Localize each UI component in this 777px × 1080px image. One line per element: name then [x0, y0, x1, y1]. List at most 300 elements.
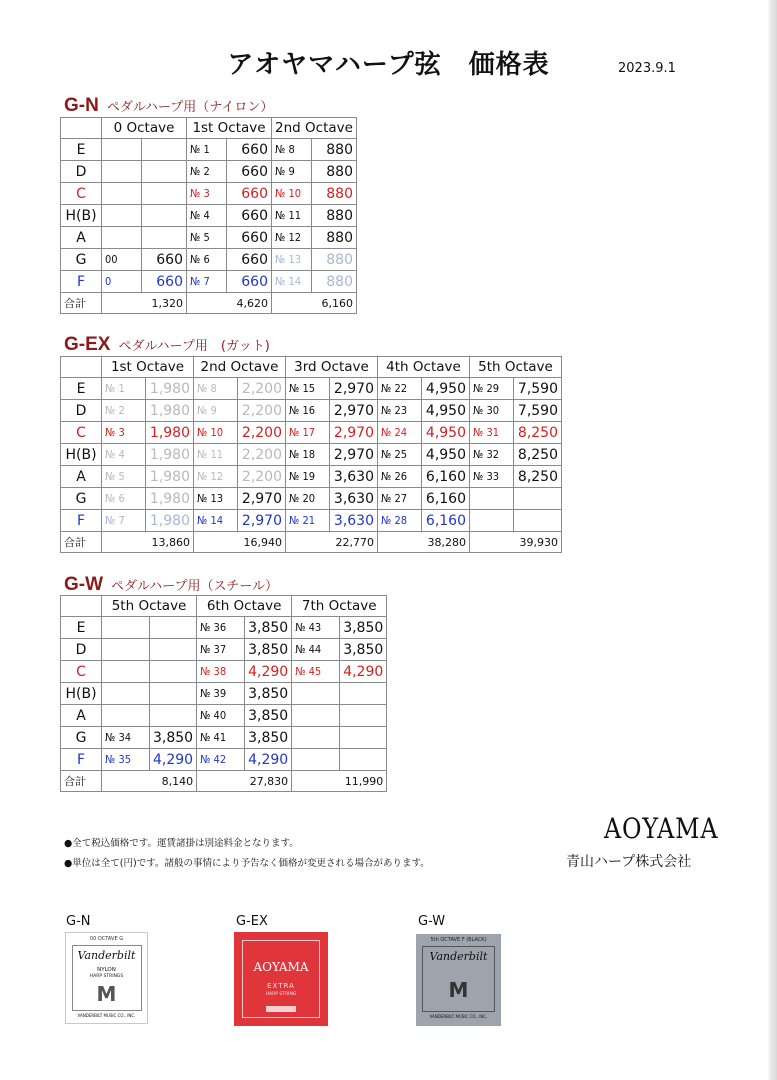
- table-row: [61, 249, 357, 271]
- gex-price-cell: 1,980: [146, 378, 194, 400]
- number-value: 8: [210, 382, 217, 395]
- gw-string-number: [102, 617, 150, 639]
- gex-price-cell: 7,590: [514, 378, 562, 400]
- number-value: 32: [486, 448, 500, 461]
- gw-total-value: 27,830: [197, 771, 292, 792]
- number-prefix: №: [200, 665, 211, 678]
- gn-string-number: [187, 271, 227, 293]
- number-prefix: №: [289, 470, 300, 483]
- table-row: [61, 139, 357, 161]
- gw-string-number: [197, 683, 245, 705]
- number-value: 10: [288, 187, 302, 200]
- gn-string-number: [272, 183, 312, 205]
- number-value: 2: [118, 404, 125, 417]
- table-row: [61, 422, 562, 444]
- gex-section-title: [64, 334, 270, 356]
- gex-string-number: [286, 400, 330, 422]
- number-value: 5: [203, 231, 210, 244]
- gw-product-label: G-W: [418, 914, 446, 929]
- table-row: [61, 205, 357, 227]
- gw-package-maker: VANDERBILT MUSIC CO., INC.: [429, 1014, 488, 1019]
- gw-price-cell: 3,850: [245, 727, 292, 749]
- table-row: [61, 378, 562, 400]
- gn-note-cell: G: [61, 249, 102, 271]
- gw-package-brand: Vanderbilt: [429, 950, 488, 963]
- gn-string-number: [102, 139, 142, 161]
- number-value: 45: [308, 665, 322, 678]
- number-value: 36: [213, 621, 227, 634]
- table-row: [61, 227, 357, 249]
- gex-note-cell: C: [61, 422, 102, 444]
- gw-string-number: [197, 639, 245, 661]
- number-value: 10: [210, 426, 224, 439]
- number-prefix: №: [200, 753, 211, 766]
- gw-subtitle: ペダルハープ用（スチール）: [111, 579, 278, 594]
- gex-string-number: [378, 378, 422, 400]
- gn-code: G-N: [64, 95, 99, 116]
- gex-string-number: [470, 400, 514, 422]
- gn-price-cell: 660: [227, 249, 272, 271]
- table-row: [61, 617, 387, 639]
- number-prefix: №: [381, 426, 392, 439]
- gw-price-cell: 3,850: [150, 727, 197, 749]
- table-row: [61, 161, 357, 183]
- gex-price-cell: 8,250: [514, 466, 562, 488]
- gex-string-number: [102, 400, 146, 422]
- gn-price-cell: 660: [142, 271, 187, 293]
- gex-price-table: [60, 356, 562, 553]
- gex-price-cell: 1,980: [146, 444, 194, 466]
- number-prefix: №: [200, 731, 211, 744]
- number-prefix: №: [190, 143, 201, 156]
- gn-price-cell: 660: [227, 139, 272, 161]
- gex-price-cell: 4,950: [422, 378, 470, 400]
- number-value: 4: [203, 209, 210, 222]
- gw-note-cell: C: [61, 661, 102, 683]
- price-change-note: ●単位は全て(円)です。諸般の事情により予告なく価格が変更される場合があります。: [64, 858, 430, 869]
- gw-price-cell: 3,850: [340, 639, 387, 661]
- gex-total-row: [61, 532, 562, 553]
- gex-header-corner: [61, 357, 102, 378]
- number-prefix: №: [289, 492, 300, 505]
- gex-price-cell: 3,630: [330, 510, 378, 532]
- table-row: [61, 466, 562, 488]
- gw-note-cell: F: [61, 749, 102, 771]
- gw-price-cell: [150, 639, 197, 661]
- gex-string-number: [378, 422, 422, 444]
- gn-price-cell: 660: [227, 227, 272, 249]
- gn-string-number: [187, 183, 227, 205]
- gw-string-number: [102, 639, 150, 661]
- gw-string-number: [197, 727, 245, 749]
- gw-string-number: [292, 683, 340, 705]
- gn-price-cell: 880: [312, 183, 357, 205]
- gw-string-number: [292, 749, 340, 771]
- gex-string-number: [102, 378, 146, 400]
- gw-string-number: [102, 727, 150, 749]
- gex-price-cell: 7,590: [514, 400, 562, 422]
- gn-string-number: [272, 139, 312, 161]
- number-value: 14: [288, 275, 302, 288]
- number-prefix: №: [105, 448, 116, 461]
- number-value: 34: [118, 731, 132, 744]
- gn-price-table: [60, 117, 357, 314]
- number-value: 1: [118, 382, 125, 395]
- gw-section-title: [64, 574, 278, 596]
- gex-product-label: G-EX: [236, 914, 268, 929]
- gw-string-number: [292, 639, 340, 661]
- number-prefix: №: [381, 404, 392, 417]
- gw-price-table: [60, 595, 387, 792]
- gw-note-cell: A: [61, 705, 102, 727]
- gw-string-number: [292, 617, 340, 639]
- number-prefix: №: [105, 514, 116, 527]
- gw-price-cell: 3,850: [245, 683, 292, 705]
- gw-price-cell: [150, 661, 197, 683]
- gex-price-cell: 6,160: [422, 510, 470, 532]
- number-prefix: №: [197, 492, 208, 505]
- table-row: [61, 705, 387, 727]
- gw-price-cell: [340, 683, 387, 705]
- gn-note-cell: E: [61, 139, 102, 161]
- gn-product-label: G-N: [66, 914, 91, 929]
- number-prefix: №: [289, 382, 300, 395]
- gw-header-corner: [61, 596, 102, 617]
- number-value: 16: [302, 404, 316, 417]
- gex-total-value: 22,770: [286, 532, 378, 553]
- gw-price-cell: [150, 683, 197, 705]
- gw-note-cell: G: [61, 727, 102, 749]
- gw-string-number: [197, 749, 245, 771]
- gn-price-cell: 660: [227, 161, 272, 183]
- gw-string-number: [197, 617, 245, 639]
- number-prefix: №: [105, 731, 116, 744]
- gn-string-number: [187, 205, 227, 227]
- number-prefix: №: [105, 404, 116, 417]
- gw-package-image: [416, 934, 501, 1026]
- gw-price-cell: 4,290: [340, 661, 387, 683]
- number-prefix: №: [275, 143, 286, 156]
- number-value: 12: [210, 470, 224, 483]
- page-edge-shadow: [767, 0, 777, 1080]
- number-value: 6: [118, 492, 125, 505]
- gex-string-number: [470, 488, 514, 510]
- gn-octave-header: 0 Octave: [102, 118, 187, 139]
- gex-package-line2: HARP STRING: [265, 992, 297, 997]
- number-value: 7: [203, 275, 210, 288]
- number-prefix: №: [275, 165, 286, 178]
- gn-octave-header: 2nd Octave: [272, 118, 357, 139]
- gn-string-number: [272, 249, 312, 271]
- gex-price-cell: 2,970: [330, 378, 378, 400]
- gex-string-number: [378, 444, 422, 466]
- gex-price-cell: 4,950: [422, 422, 470, 444]
- table-row: [61, 661, 387, 683]
- gex-price-cell: 1,980: [146, 400, 194, 422]
- gn-header-corner: [61, 118, 102, 139]
- gn-string-number: [102, 183, 142, 205]
- gex-string-number: [194, 510, 238, 532]
- number-prefix: №: [190, 253, 201, 266]
- gw-note-cell: H(B): [61, 683, 102, 705]
- gn-note-cell: F: [61, 271, 102, 293]
- table-row: [61, 444, 562, 466]
- gw-string-number: [197, 705, 245, 727]
- gn-total-value: 6,160: [272, 293, 357, 314]
- number-value: 29: [486, 382, 500, 395]
- gw-price-cell: 3,850: [245, 705, 292, 727]
- number-prefix: №: [275, 187, 286, 200]
- gn-string-number: [187, 139, 227, 161]
- gn-string-number: [272, 227, 312, 249]
- gn-price-cell: 880: [312, 227, 357, 249]
- number-value: 17: [302, 426, 316, 439]
- gex-note-cell: D: [61, 400, 102, 422]
- gw-total-label: 合計: [61, 771, 102, 792]
- gn-string-number: [102, 249, 142, 271]
- number-value: 13: [210, 492, 224, 505]
- table-row: [61, 727, 387, 749]
- number-prefix: №: [289, 426, 300, 439]
- gex-price-cell: 2,200: [238, 378, 286, 400]
- gw-string-number: [102, 705, 150, 727]
- table-row: [61, 183, 357, 205]
- gw-package-top: 5th OCTAVE F (BLACK): [430, 937, 487, 943]
- gn-price-cell: 880: [312, 205, 357, 227]
- number-prefix: №: [381, 470, 392, 483]
- gn-package-brand: Vanderbilt: [77, 949, 136, 962]
- gn-package-line2: HARP STRINGS: [89, 974, 124, 979]
- number-prefix: №: [381, 448, 392, 461]
- number-value: 28: [394, 514, 408, 527]
- number-value: 11: [210, 448, 224, 461]
- number-value: 2: [203, 165, 210, 178]
- gw-octave-header: 6th Octave: [197, 596, 292, 617]
- number-prefix: №: [295, 621, 306, 634]
- gn-price-cell: 660: [227, 183, 272, 205]
- number-value: 25: [394, 448, 408, 461]
- gn-package-top: 00 OCTAVE G: [89, 936, 124, 942]
- aoyama-logo: AOYAMA: [604, 812, 719, 845]
- gex-price-cell: 2,970: [330, 400, 378, 422]
- table-row: [61, 749, 387, 771]
- gex-string-number: [286, 444, 330, 466]
- table-row: [61, 683, 387, 705]
- gn-package-maker: VANDERBILT MUSIC CO., INC.: [77, 1013, 136, 1018]
- number-value: 3: [203, 187, 210, 200]
- gn-total-value: 4,620: [187, 293, 272, 314]
- gex-string-number: [194, 400, 238, 422]
- number-value: 44: [308, 643, 322, 656]
- number-prefix: №: [105, 753, 116, 766]
- number-value: 24: [394, 426, 408, 439]
- gex-package-line1: EXTRA: [267, 982, 295, 990]
- gex-string-number: [194, 488, 238, 510]
- number-prefix: №: [289, 514, 300, 527]
- number-value: 13: [288, 253, 302, 266]
- gn-price-cell: [142, 161, 187, 183]
- gex-octave-header: 1st Octave: [102, 357, 194, 378]
- number-value: 15: [302, 382, 316, 395]
- number-prefix: №: [200, 687, 211, 700]
- gn-string-number: [102, 205, 142, 227]
- number-value: 33: [486, 470, 500, 483]
- gex-price-cell: 6,160: [422, 488, 470, 510]
- number-prefix: №: [105, 492, 116, 505]
- number-prefix: №: [289, 404, 300, 417]
- gex-price-cell: 1,980: [146, 488, 194, 510]
- gex-note-cell: A: [61, 466, 102, 488]
- number-prefix: №: [275, 275, 286, 288]
- number-value: 0: [105, 275, 112, 288]
- gn-price-cell: 660: [227, 271, 272, 293]
- gn-package-mark: M: [96, 982, 117, 1006]
- gex-price-cell: 8,250: [514, 422, 562, 444]
- gex-octave-header: 3rd Octave: [286, 357, 378, 378]
- gn-note-cell: A: [61, 227, 102, 249]
- gex-string-number: [378, 510, 422, 532]
- gw-price-cell: 3,850: [245, 617, 292, 639]
- gex-string-number: [470, 422, 514, 444]
- gex-total-value: 38,280: [378, 532, 470, 553]
- gn-price-cell: 880: [312, 139, 357, 161]
- gex-price-cell: 2,200: [238, 466, 286, 488]
- gex-string-number: [286, 422, 330, 444]
- gw-price-cell: [340, 749, 387, 771]
- gw-price-cell: 3,850: [245, 639, 292, 661]
- number-value: 8: [288, 143, 295, 156]
- number-prefix: №: [197, 514, 208, 527]
- gex-price-cell: 2,970: [330, 444, 378, 466]
- gn-string-number: [102, 227, 142, 249]
- gw-string-number: [292, 705, 340, 727]
- gex-string-number: [194, 378, 238, 400]
- gex-string-number: [286, 510, 330, 532]
- tax-note: ●全て税込価格です。運賃諸掛は別途料金となります。: [64, 838, 299, 849]
- gex-string-number: [102, 422, 146, 444]
- gex-subtitle: ペダルハープ用 (ガット): [118, 339, 270, 354]
- gex-octave-header: 2nd Octave: [194, 357, 286, 378]
- gex-note-cell: G: [61, 488, 102, 510]
- gw-package-mark: M: [448, 978, 469, 1002]
- gw-price-cell: [340, 727, 387, 749]
- gn-package-line1: NYLON: [97, 967, 116, 973]
- gex-string-number: [378, 400, 422, 422]
- number-prefix: №: [197, 426, 208, 439]
- number-value: 3: [118, 426, 125, 439]
- gex-string-number: [470, 466, 514, 488]
- gw-total-value: 8,140: [102, 771, 197, 792]
- gw-octave-header: 5th Octave: [102, 596, 197, 617]
- number-prefix: №: [105, 426, 116, 439]
- number-prefix: №: [275, 231, 286, 244]
- gex-string-number: [102, 488, 146, 510]
- gex-octave-header: 5th Octave: [470, 357, 562, 378]
- gn-string-number: [187, 249, 227, 271]
- gex-price-cell: 3,630: [330, 488, 378, 510]
- gn-note-cell: D: [61, 161, 102, 183]
- number-value: 9: [288, 165, 295, 178]
- gex-string-number: [286, 466, 330, 488]
- gex-price-cell: 4,950: [422, 444, 470, 466]
- number-value: 42: [213, 753, 227, 766]
- number-value: 11: [288, 209, 302, 222]
- number-value: 38: [213, 665, 227, 678]
- gn-total-label: 合計: [61, 293, 102, 314]
- number-value: 21: [302, 514, 316, 527]
- gex-package-brand: AOYAMA: [253, 960, 309, 974]
- number-value: 23: [394, 404, 408, 417]
- company-name: 青山ハープ株式会社: [566, 854, 692, 870]
- number-prefix: №: [381, 492, 392, 505]
- gex-price-cell: 2,970: [238, 510, 286, 532]
- number-prefix: №: [473, 382, 484, 395]
- number-prefix: №: [190, 275, 201, 288]
- number-prefix: №: [197, 382, 208, 395]
- number-prefix: №: [275, 209, 286, 222]
- gex-total-label: 合計: [61, 532, 102, 553]
- gex-code: G-EX: [64, 334, 111, 355]
- number-value: 5: [118, 470, 125, 483]
- gex-price-cell: 2,970: [238, 488, 286, 510]
- gex-price-cell: 2,970: [330, 422, 378, 444]
- number-prefix: №: [473, 470, 484, 483]
- gn-price-cell: [142, 139, 187, 161]
- number-prefix: №: [190, 165, 201, 178]
- number-prefix: №: [197, 448, 208, 461]
- gw-note-cell: D: [61, 639, 102, 661]
- gex-string-number: [470, 378, 514, 400]
- number-prefix: №: [190, 231, 201, 244]
- number-prefix: №: [105, 470, 116, 483]
- number-value: 19: [302, 470, 316, 483]
- gn-price-cell: [142, 227, 187, 249]
- gn-subtitle: ペダルハープ用（ナイロン）: [106, 100, 274, 115]
- page-title: アオヤマハープ弦 価格表: [227, 50, 550, 80]
- number-value: 35: [118, 753, 132, 766]
- gn-price-cell: 880: [312, 271, 357, 293]
- gex-price-cell: 8,250: [514, 444, 562, 466]
- number-value: 39: [213, 687, 227, 700]
- gex-note-cell: F: [61, 510, 102, 532]
- gn-price-cell: [142, 205, 187, 227]
- gex-price-cell: 2,200: [238, 422, 286, 444]
- number-value: 37: [213, 643, 227, 656]
- number-prefix: №: [105, 382, 116, 395]
- gw-string-number: [102, 749, 150, 771]
- number-prefix: №: [190, 209, 201, 222]
- gn-note-cell: C: [61, 183, 102, 205]
- number-value: 1: [203, 143, 210, 156]
- table-row: [61, 271, 357, 293]
- gex-total-value: 13,860: [102, 532, 194, 553]
- gex-package-image: [234, 932, 328, 1026]
- gex-total-value: 16,940: [194, 532, 286, 553]
- number-prefix: №: [289, 448, 300, 461]
- gn-string-number: [187, 227, 227, 249]
- number-prefix: №: [190, 187, 201, 200]
- gex-price-cell: [514, 488, 562, 510]
- number-value: 9: [210, 404, 217, 417]
- number-prefix: №: [295, 643, 306, 656]
- gex-note-cell: E: [61, 378, 102, 400]
- gw-price-cell: [150, 705, 197, 727]
- gn-string-number: [272, 161, 312, 183]
- gn-total-row: [61, 293, 357, 314]
- gex-price-cell: 4,950: [422, 400, 470, 422]
- number-value: 41: [213, 731, 227, 744]
- gw-price-cell: 4,290: [245, 661, 292, 683]
